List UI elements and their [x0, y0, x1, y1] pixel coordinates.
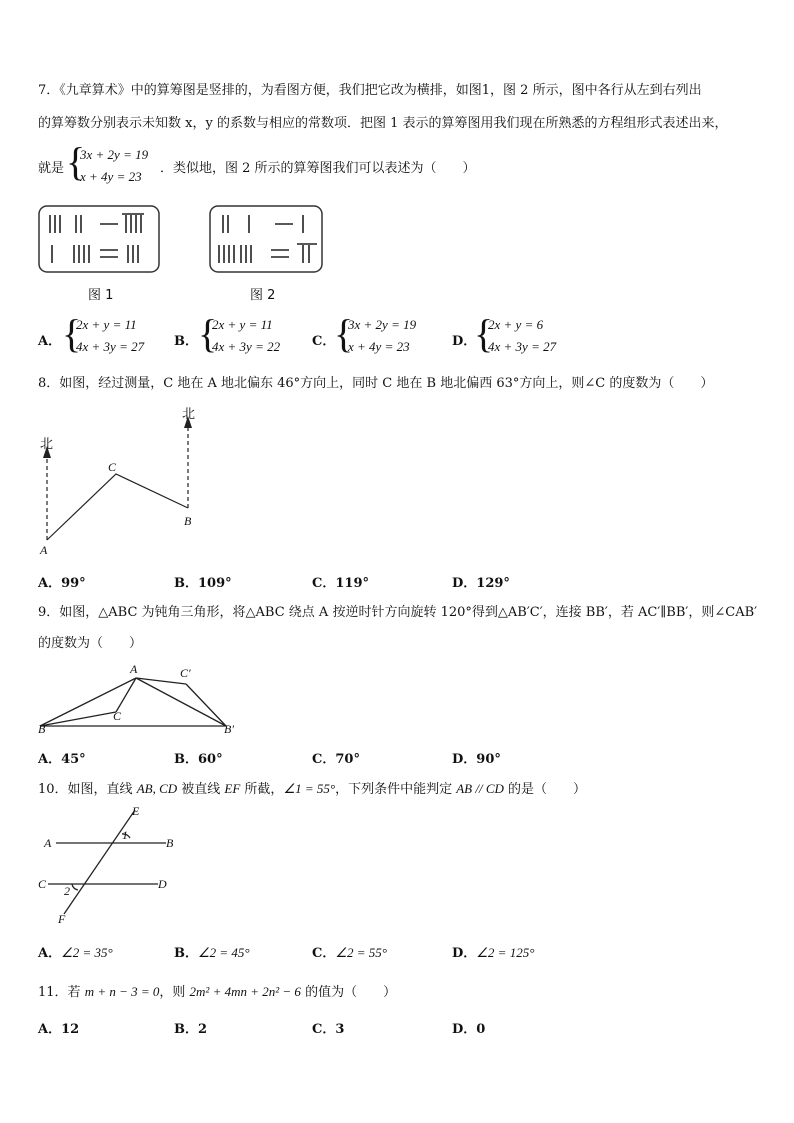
q8-option-d-value: 129° — [476, 576, 510, 591]
q11-option-c — [312, 1018, 344, 1037]
q8-option-c-letter: C． — [312, 576, 336, 591]
q10-option-b-value: ∠2 = 45° — [198, 945, 250, 960]
q8-option-a-value: 99° — [61, 576, 86, 591]
q10-math-c: ∠1 = 55° — [283, 781, 336, 796]
q10-angle-1: 1 — [122, 828, 128, 842]
q7-lead: 就是 — [38, 161, 65, 176]
q9-point-b: B — [38, 722, 46, 736]
counting-rod-figure-1 — [38, 205, 162, 279]
q7-option-c-brace: { — [334, 311, 354, 356]
q9-option-a-letter: A． — [38, 752, 62, 767]
q10-option-d-letter: D． — [452, 946, 477, 961]
north-label-b: 北 — [182, 407, 196, 422]
q11-option-c-value: 3 — [335, 1022, 345, 1037]
q10-text-d: ，下列条件中能判定 — [335, 782, 457, 797]
q8-point-a: A — [40, 543, 48, 557]
q8-option-d-letter: D． — [452, 576, 477, 591]
q7-option-a — [76, 314, 144, 358]
q10-option-a-letter: A． — [38, 946, 62, 961]
q8-option-c-value: 119° — [335, 576, 369, 591]
q8-point-c: C — [108, 460, 117, 474]
q10-option-b-letter: B． — [174, 946, 198, 961]
north-label-a: 北 — [40, 437, 54, 452]
q11-option-a — [38, 1018, 79, 1037]
q11-math-a: m + n − 3 = 0 — [84, 984, 160, 999]
q10-text-a: 10．如图，直线 — [38, 782, 137, 797]
q9-option-c-letter: C． — [312, 752, 336, 767]
q7-system — [80, 144, 148, 188]
q7-eq1: 3x + 2y = 19 — [80, 147, 149, 162]
q9-option-b-value: 60° — [198, 752, 223, 767]
q10-text-b: 被直线 — [177, 782, 225, 797]
q11-text — [38, 983, 396, 1002]
q7-option-b-letter: B． — [174, 334, 198, 349]
q11-option-b-value: 2 — [198, 1022, 208, 1037]
q7-option-c-letter: C． — [312, 334, 336, 349]
q7-option-d-brace: { — [474, 311, 494, 356]
q10-point-e: E — [132, 804, 140, 818]
q10-point-d: D — [158, 877, 167, 891]
q10-text — [38, 780, 586, 799]
q10-point-b: B — [166, 836, 174, 850]
q9-option-b — [174, 748, 223, 767]
q7-text-line2: 的算筹数分别表示未知数 x，y 的系数与相应的常数项．把图 1 表示的算筹图用我们现在所熟悉的方程组形式表述出来， — [38, 116, 728, 131]
q9-triangle-diagram — [36, 664, 242, 736]
q10-text-e: 的是（ ） — [503, 782, 587, 797]
q10-angle-2: 2 — [64, 884, 70, 898]
q10-option-b — [174, 942, 250, 961]
q8-option-a-letter: A． — [38, 576, 62, 591]
q8-option-a — [38, 572, 86, 591]
q11-option-d-value: 0 — [476, 1022, 486, 1037]
q7-option-a-brace: { — [62, 311, 82, 356]
q10-option-d — [452, 942, 534, 961]
q11-option-b-letter: B． — [174, 1022, 198, 1037]
q9-option-a-value: 45° — [61, 752, 86, 767]
q10-option-a — [38, 942, 113, 961]
q11-option-c-letter: C． — [312, 1022, 336, 1037]
q7-option-c — [348, 314, 416, 358]
q7-tail: ．类似地，图 2 所示的算筹图我们可以表述为（ ） — [160, 161, 476, 176]
q8-option-b-letter: B． — [174, 576, 198, 591]
q7-option-b-brace: { — [198, 311, 218, 356]
q7-brace: { — [66, 139, 86, 184]
q7-option-d-letter: D． — [452, 334, 477, 349]
q10-math-b: EF — [224, 781, 241, 796]
q11-option-d — [452, 1018, 485, 1037]
q8-option-b — [174, 572, 232, 591]
q9-point-c-prime: C′ — [180, 666, 191, 680]
q11-option-b — [174, 1018, 207, 1037]
q11-math-b: 2m² + 4mn + 2n² − 6 — [189, 984, 301, 999]
figure-2-caption: 图 2 — [250, 288, 276, 303]
q10-option-c-value: ∠2 = 55° — [335, 945, 387, 960]
q11-option-a-value: 12 — [61, 1022, 80, 1037]
q10-point-a: A — [44, 836, 52, 850]
q9-option-c — [312, 748, 360, 767]
q7-eq2: x + 4y = 23 — [80, 169, 142, 184]
q7-option-a-letter: A． — [38, 334, 62, 349]
q10-point-f: F — [58, 912, 66, 926]
q7-option-d — [488, 314, 556, 358]
q9-option-d-letter: D． — [452, 752, 477, 767]
q10-parallel-lines-diagram — [36, 804, 186, 928]
q8-text: 8．如图，经过测量，C 地在 A 地北偏东 46°方向上，同时 C 地在 B 地北偏西 63°方向上，则∠C 的度数为（ ） — [38, 376, 714, 391]
q9-option-d — [452, 748, 501, 767]
q7-option-b-eq2: 4x + 3y = 22 — [212, 339, 281, 354]
counting-rod-figure-2 — [209, 205, 325, 279]
q7-option-d-eq2: 4x + 3y = 27 — [488, 339, 557, 354]
q7-option-a-eq2: 4x + 3y = 27 — [76, 339, 145, 354]
q10-option-c — [312, 942, 387, 961]
q7-option-b-eq1: 2x + y = 11 — [212, 317, 273, 332]
q9-option-a — [38, 748, 86, 767]
q11-text-b: ，则 — [159, 985, 190, 1000]
q7-option-a-eq1: 2x + y = 11 — [76, 317, 137, 332]
q8-option-b-value: 109° — [198, 576, 232, 591]
q10-math-d: AB // CD — [456, 781, 504, 796]
q7-option-d-eq1: 2x + y = 6 — [488, 317, 544, 332]
q7-option-b — [212, 314, 280, 358]
q9-text-line1: 9．如图，△ABC 为钝角三角形，将△ABC 绕点 A 按逆时针方向旋转 120°得到△AB′C′，连接 BB′，若 AC′∥BB′，则∠CAB′ — [38, 605, 758, 620]
q11-text-a: 11．若 — [38, 985, 85, 1000]
q9-point-b-prime: B′ — [224, 722, 234, 736]
q8-point-b: B — [184, 514, 192, 528]
q8-option-d — [452, 572, 510, 591]
q9-text-line2: 的度数为（ ） — [38, 636, 143, 651]
q9-option-d-value: 90° — [476, 752, 501, 767]
q11-option-a-letter: A． — [38, 1022, 62, 1037]
q11-option-d-letter: D． — [452, 1022, 477, 1037]
q10-option-d-value: ∠2 = 125° — [476, 945, 535, 960]
figure-1-caption: 图 1 — [88, 288, 114, 303]
q10-option-a-value: ∠2 = 35° — [61, 945, 113, 960]
q9-option-b-letter: B． — [174, 752, 198, 767]
q7-option-c-eq1: 3x + 2y = 19 — [348, 317, 417, 332]
q10-option-c-letter: C． — [312, 946, 336, 961]
q7-text-line1: 7．《九章算术》中的算筹图是竖排的，为看图方便，我们把它改为横排，如图1，图 2 所示，图中各行从左到右列出 — [38, 83, 702, 98]
q8-bearing-diagram — [30, 400, 220, 560]
q7-option-c-eq2: x + 4y = 23 — [348, 339, 410, 354]
q10-math-a: AB, CD — [136, 781, 178, 796]
q8-option-c — [312, 572, 369, 591]
q9-point-a: A — [130, 662, 138, 676]
q9-point-c: C — [113, 709, 122, 723]
q10-point-c: C — [38, 877, 47, 891]
q9-option-c-value: 70° — [335, 752, 360, 767]
q10-text-c: 所截， — [240, 782, 284, 797]
q11-text-c: 的值为（ ） — [300, 985, 397, 1000]
